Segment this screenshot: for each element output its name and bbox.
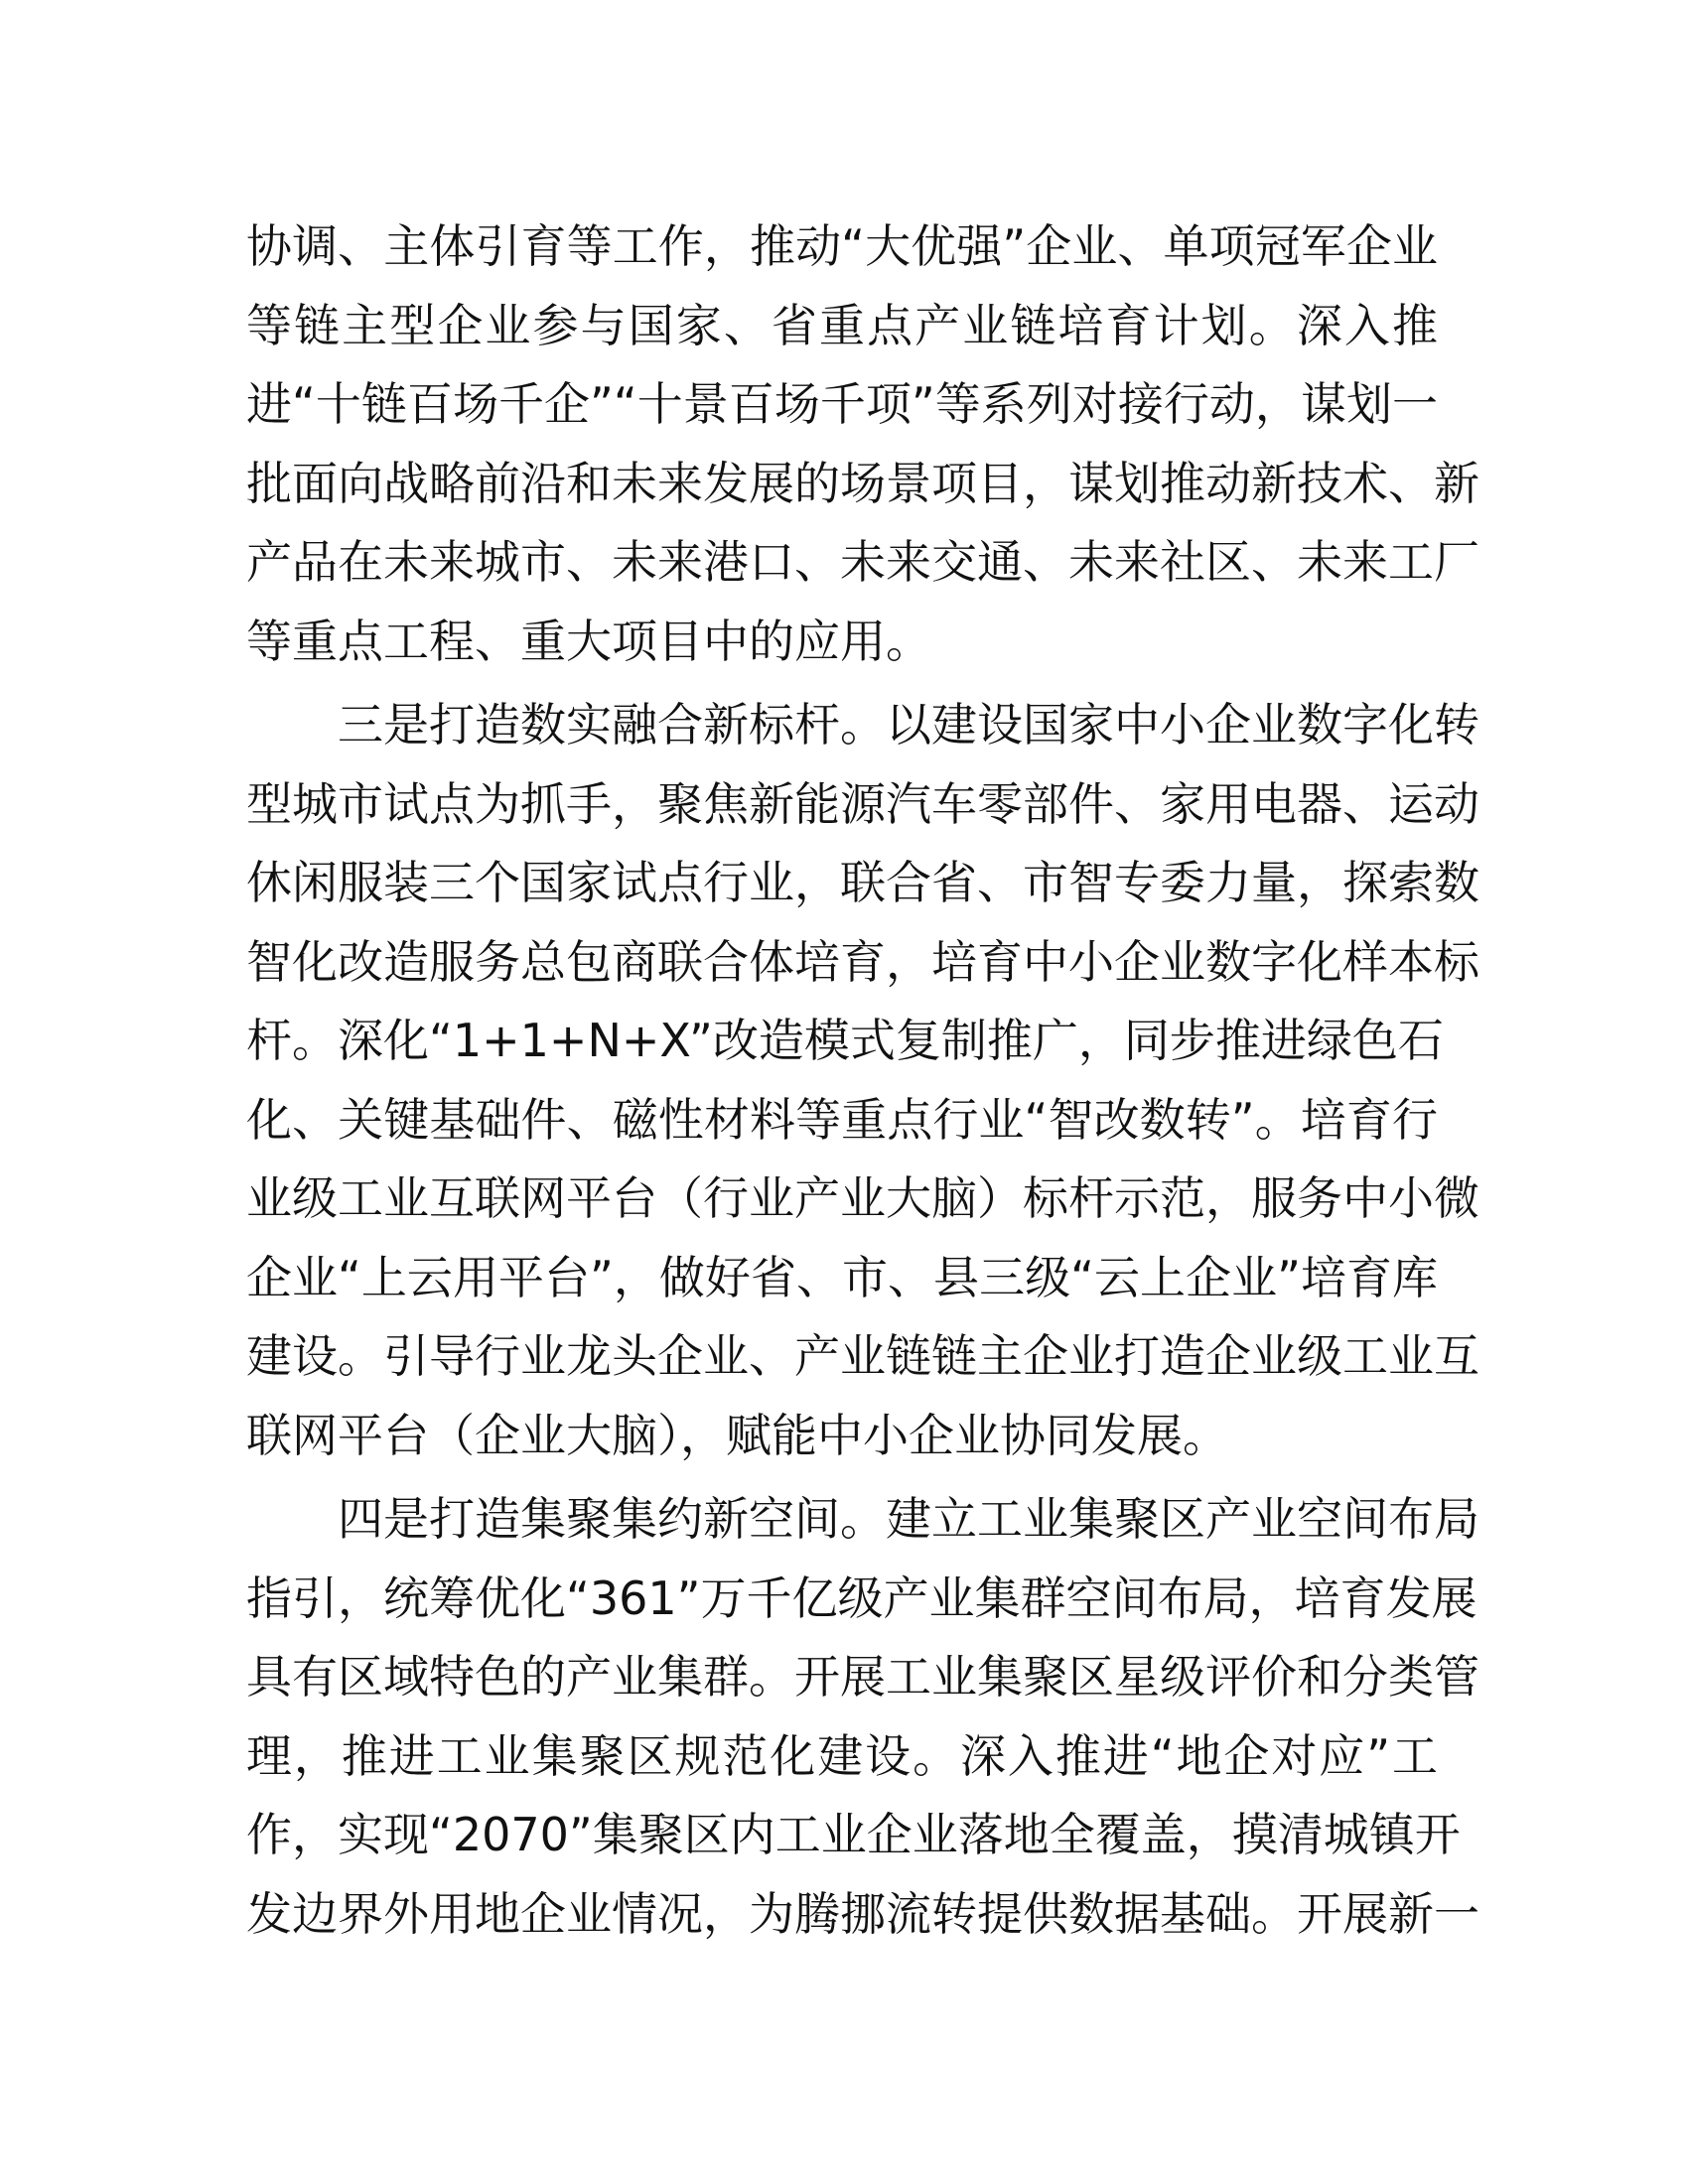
paragraph-1 bbox=[246, 207, 1479, 681]
paragraph-2 bbox=[246, 686, 1479, 1475]
text-line: 三是打造数实融合新标杆。以建设国家中小企业数字化转 bbox=[246, 698, 1479, 751]
text-line: 进“十链百场千企”“十景百场千项”等系列对接行动，谋划一 bbox=[246, 377, 1438, 431]
text-line: 企业“上云用平台”，做好省、市、县三级“云上企业”培育库 bbox=[246, 1250, 1438, 1304]
text-line: 智化改造服务总包商联合体培育，培育中小企业数字化样本标 bbox=[246, 934, 1479, 989]
text-line: 型城市试点为抓手，聚焦新能源汽车零部件、家用电器、运动 bbox=[246, 776, 1479, 831]
paragraph-3 bbox=[246, 1480, 1479, 1954]
text-line: 杆。深化“1+1+N+X”改造模式复制推广，同步推进绿色石 bbox=[246, 1014, 1444, 1067]
text-line: 业级工业互联网平台（行业产业大脑）标杆示范，服务中小微 bbox=[246, 1171, 1479, 1225]
text-line: 协调、主体引育等工作，推动“大优强”企业、单项冠军企业 bbox=[246, 219, 1438, 273]
text-line: 化、关键基础件、磁性材料等重点行业“智改数转”。培育行 bbox=[246, 1092, 1438, 1147]
text-line: 发边界外用地企业情况，为腾挪流转提供数据基础。开展新一 bbox=[246, 1886, 1479, 1941]
text-line: 等链主型企业参与国家、省重点产业链培育计划。深入推 bbox=[246, 298, 1438, 352]
text-line: 四是打造集聚集约新空间。建立工业集聚区产业空间布局 bbox=[246, 1492, 1479, 1546]
text-line: 理，推进工业集聚区规范化建设。深入推进“地企对应”工 bbox=[246, 1728, 1438, 1783]
text-line: 产品在未来城市、未来港口、未来交通、未来社区、未来工厂 bbox=[246, 535, 1479, 589]
text-line: 建设。引导行业龙头企业、产业链链主企业打造企业级工业互 bbox=[246, 1329, 1479, 1383]
document-body bbox=[246, 207, 1479, 1954]
text-line: 等重点工程、重大项目中的应用。 bbox=[246, 614, 931, 668]
text-line: 休闲服装三个国家试点行业，联合省、市智专委力量，探索数 bbox=[246, 856, 1479, 909]
text-line: 指引，统筹优化“361”万千亿级产业集群空间布局，培育发展 bbox=[246, 1570, 1477, 1625]
text-line: 具有区域特色的产业集群。开展工业集聚区星级评价和分类管 bbox=[246, 1650, 1479, 1704]
text-line: 作，实现“2070”集聚区内工业企业落地全覆盖，摸清城镇开 bbox=[246, 1808, 1461, 1861]
text-line: 批面向战略前沿和未来发展的场景项目，谋划推动新技术、新 bbox=[246, 456, 1479, 510]
text-line: 联网平台（企业大脑），赋能中小企业协同发展。 bbox=[246, 1408, 1228, 1462]
